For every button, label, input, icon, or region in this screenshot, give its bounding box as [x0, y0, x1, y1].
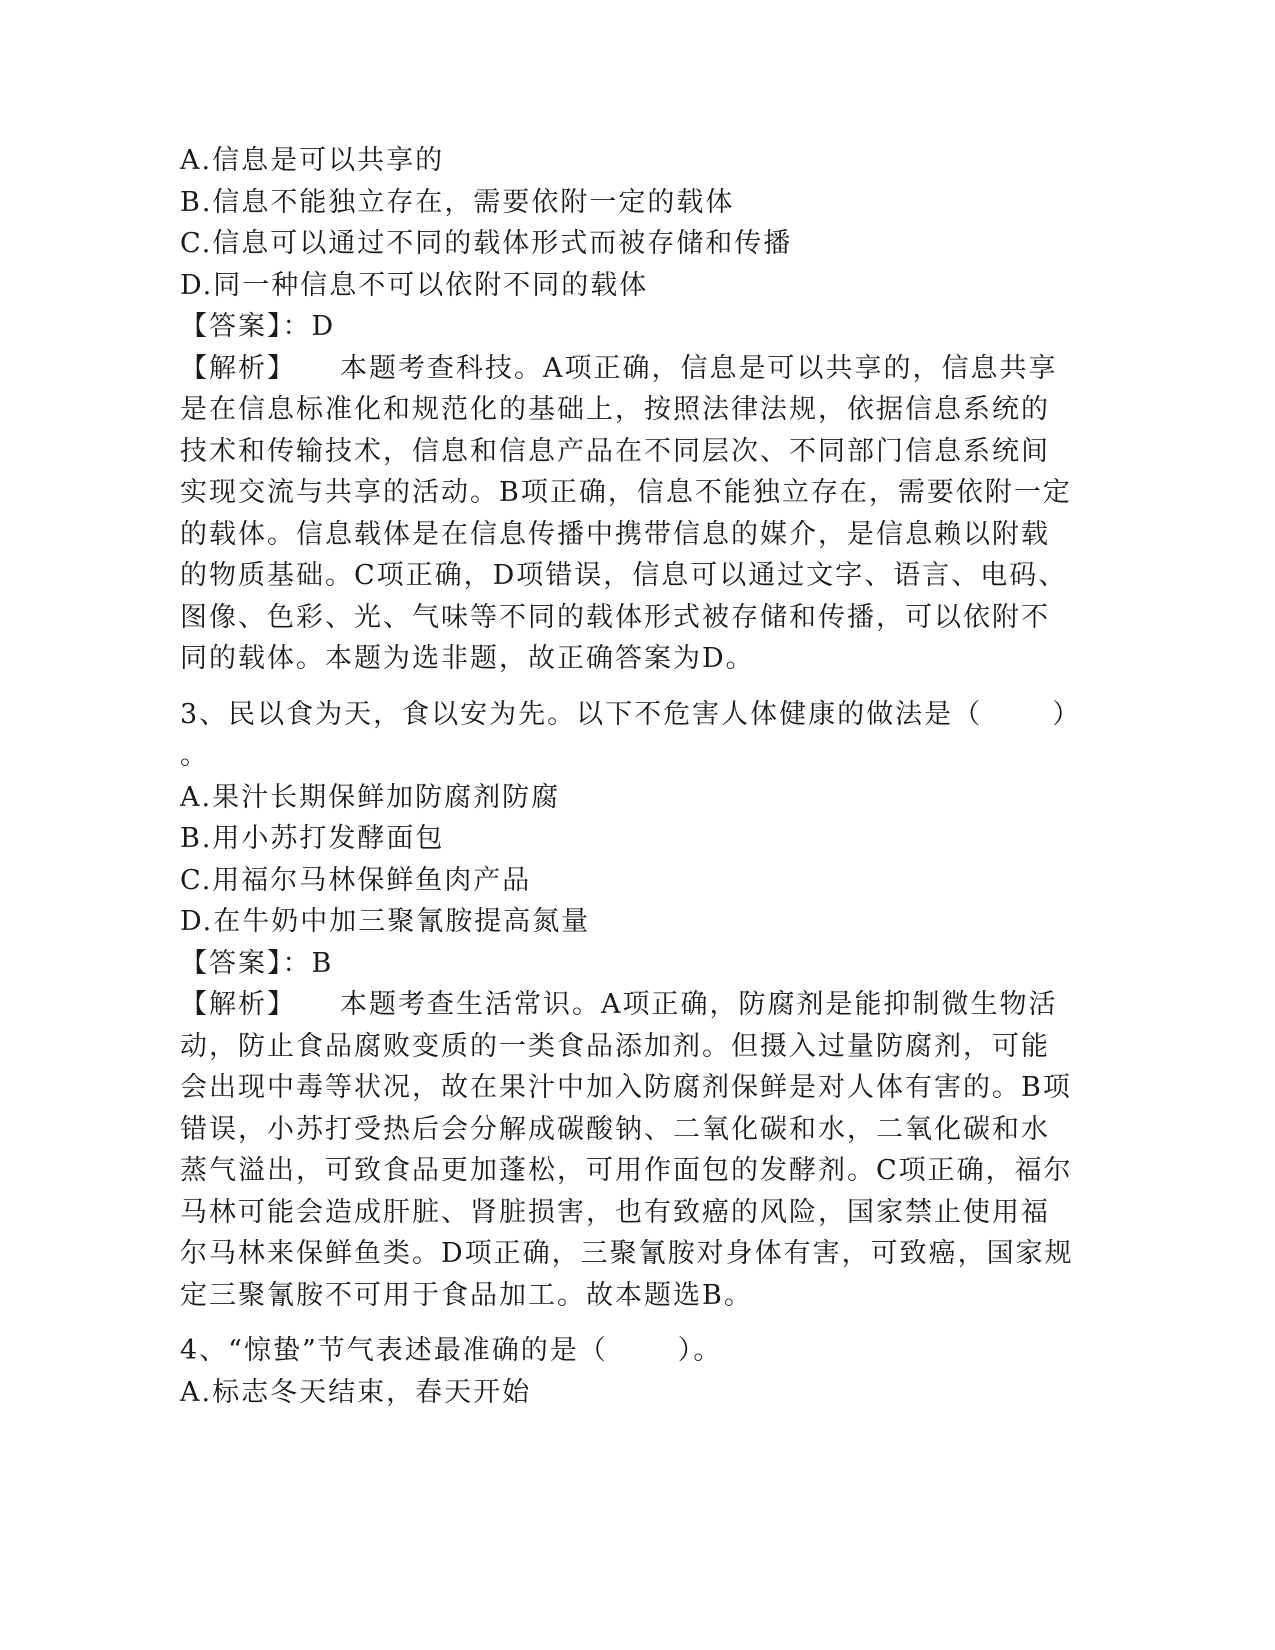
analysis-text: 会出现中毒等状况，故在果汁中加入防腐剂保鲜是对人体有害的。B项: [180, 1072, 1072, 1103]
analysis-text: 本题考查生活常识。A项正确，防腐剂是能抑制微生物活: [340, 989, 1058, 1020]
answer-line: 【答案】：B: [180, 947, 334, 979]
question-stem-wrap: 。: [180, 740, 209, 771]
answer-line: 【答案】：D: [180, 311, 336, 342]
analysis-text: 蒸气溢出，可致食品更加蓬松，可用作面包的发酵剂。C项正确，福尔: [180, 1155, 1073, 1186]
option-d: D.同一种信息不可以依附不同的载体: [180, 269, 649, 301]
option-d: D.在牛奶中加三聚氰胺提高氮量: [180, 906, 591, 937]
analysis-paragraph: [180, 348, 1072, 680]
analysis-first-line: [180, 348, 1058, 390]
document-page: [180, 140, 1082, 1413]
question-stem: [180, 1330, 1040, 1372]
analysis-text: 错误，小苏打受热后会分解成碳酸钠、二氧化碳和水，二氧化碳和水: [180, 1113, 1050, 1145]
question-stem-text: 4、“惊蛰”节气表述最准确的是（: [180, 1335, 608, 1366]
option-a: A.果汁长期保鲜加防腐剂防腐: [180, 781, 561, 813]
analysis-tag: 【解析】: [180, 989, 296, 1020]
question-2: [180, 140, 1072, 680]
analysis-text: 同的载体。本题为选非题，故正确答案为D。: [180, 643, 755, 674]
question-stem-paren: ）。: [677, 1335, 723, 1366]
analysis-text: 的载体。信息载体是在信息传播中携带信息的媒介，是信息赖以附载: [180, 518, 1050, 550]
option-b: B.用小苏打发酵面包: [180, 823, 445, 854]
analysis-text: 技术和传输技术，信息和信息产品在不同层次、不同部门信息系统间: [180, 435, 1050, 467]
analysis-text: 动，防止食品腐败变质的一类食品添加剂。但摄入过量防腐剂，可能: [180, 1030, 1050, 1062]
question-4: [180, 1330, 1040, 1413]
analysis-text: 马林可能会造成肝脏、肾脏损害，也有致癌的风险，国家禁止使用福: [180, 1196, 1050, 1228]
option-a: A.标志冬天结束，春天开始: [180, 1376, 532, 1408]
question-stem-paren: ）: [1052, 698, 1082, 730]
question-3: [180, 694, 1082, 1317]
option-c: C.用福尔马林保鲜鱼肉产品: [180, 864, 532, 896]
option-b: B.信息不能独立存在，需要依附一定的载体: [180, 186, 735, 218]
analysis-text: 的物质基础。C项正确，D项错误，信息可以通过文字、语言、电码、: [180, 560, 1068, 591]
analysis-first-line: [180, 984, 1058, 1026]
analysis-paragraph: [180, 984, 1074, 1316]
option-a: A.信息是可以共享的: [180, 145, 445, 176]
analysis-text: 图像、色彩、光、气味等不同的载体形式被存储和传播，可以依附不: [180, 601, 1050, 633]
analysis-text: 本题考查科技。A项正确，信息是可以共享的，信息共享: [340, 352, 1058, 384]
analysis-tag: 【解析】: [180, 352, 296, 384]
option-c: C.信息可以通过不同的载体形式而被存储和传播: [180, 228, 793, 259]
analysis-text: 定三聚氰胺不可用于食品加工。故本题选B。: [180, 1279, 753, 1311]
analysis-text: 实现交流与共享的活动。B项正确，信息不能独立存在，需要依附一定: [180, 477, 1072, 508]
question-stem: [180, 694, 1082, 736]
analysis-text: 尔马林来保鲜鱼类。D项正确，三聚氰胺对身体有害，可致癌，国家规: [180, 1238, 1074, 1269]
question-stem-text: 3、民以食为天，食以安为先。以下不危害人体健康的做法是（: [180, 698, 983, 730]
analysis-text: 是在信息标准化和规范化的基础上，按照法律法规，依据信息系统的: [180, 394, 1050, 425]
